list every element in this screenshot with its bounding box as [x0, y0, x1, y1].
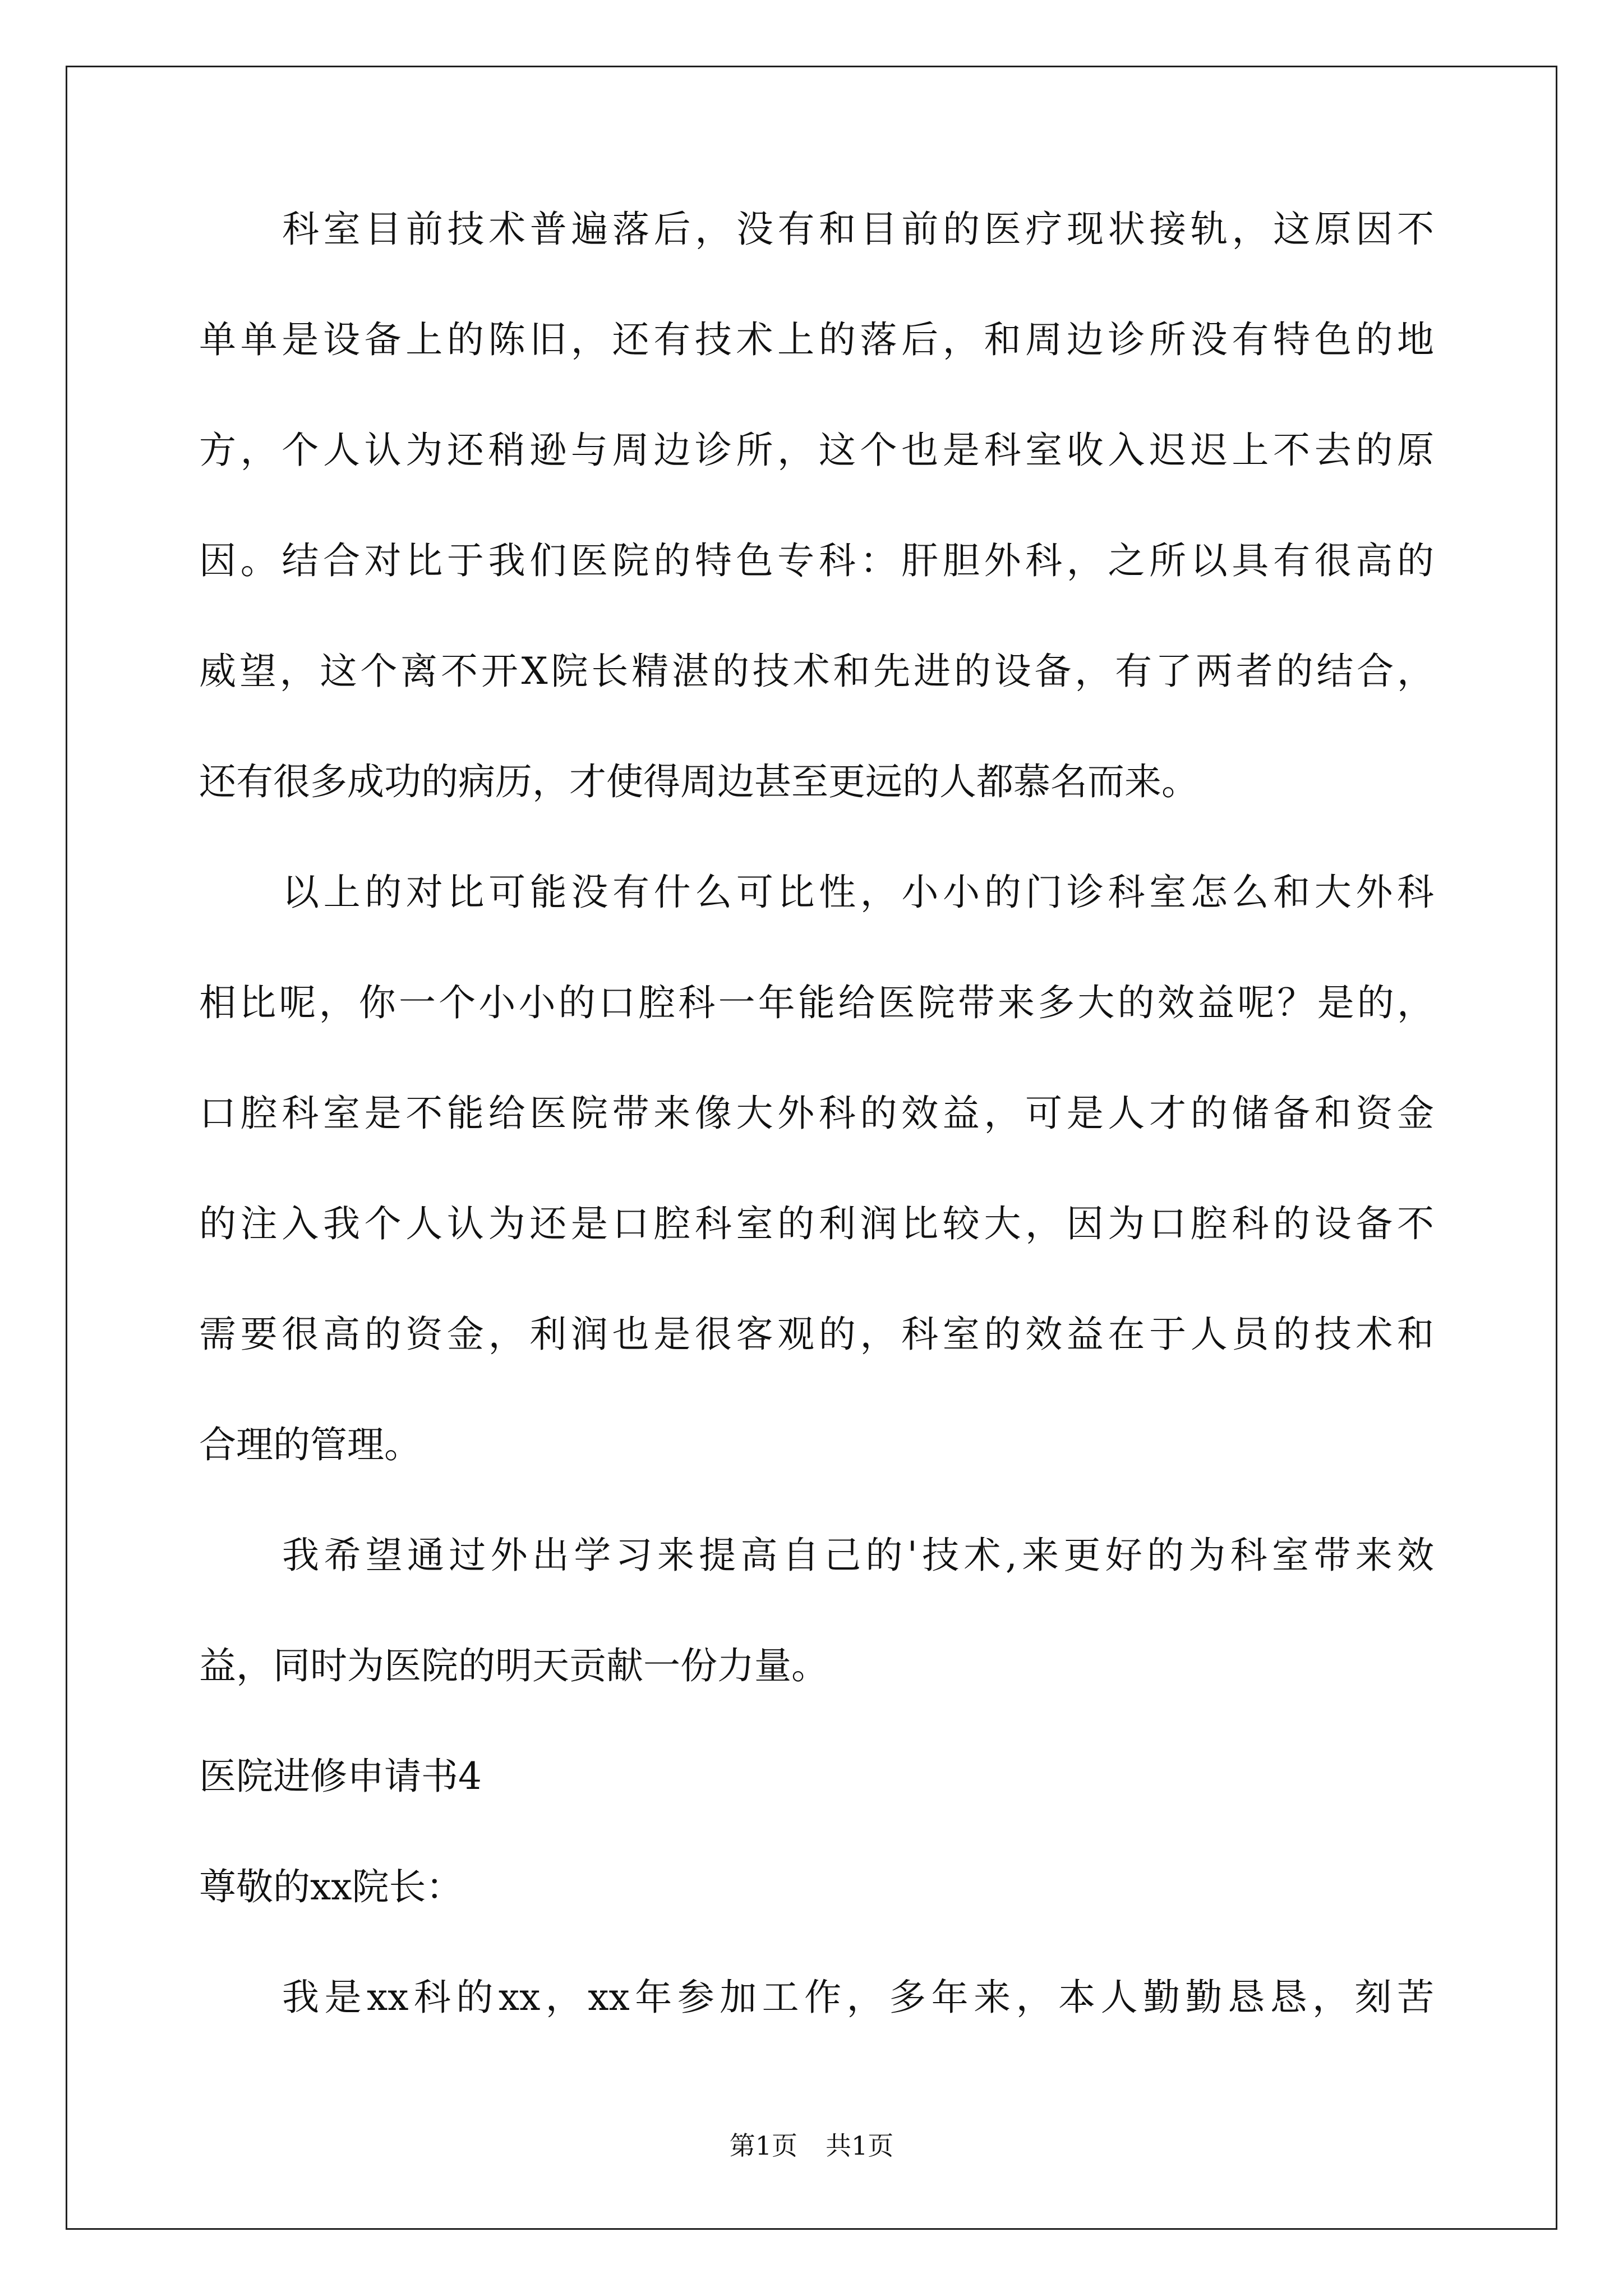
paragraph-line: 我是xx科的xx，xx年参加工作，多年来，本人勤勤恳恳，刻苦	[282, 1976, 1434, 2019]
paragraph-line: 合理的管理。	[199, 1423, 421, 1466]
paragraph-line: 以上的对比可能没有什么可比性，小小的门诊科室怎么和大外科	[282, 871, 1434, 914]
paragraph-line: 相比呢，你一个小小的口腔科一年能给医院带来多大的效益呢？是的，	[199, 981, 1434, 1024]
paragraph-line: 因。结合对比于我们医院的特色专科：肝胆外科，之所以具有很高的	[199, 539, 1434, 582]
page-total: 共1页	[826, 2131, 894, 2161]
paragraph-line: 的注入我个人认为还是口腔科室的利润比较大，因为口腔科的设备不	[199, 1202, 1434, 1245]
paragraph-line: 口腔科室是不能给医院带来像大外科的效益，可是人才的储备和资金	[199, 1092, 1434, 1135]
page-footer	[0, 2133, 1623, 2159]
paragraph-line: 方，个人认为还稍逊与周边诊所，这个也是科室收入迟迟上不去的原	[199, 429, 1434, 472]
paragraph-line: 我希望通过外出学习来提高自己的'技术,来更好的为科室带来效	[282, 1534, 1434, 1577]
paragraph-line: 益，同时为医院的明天贡献一份力量。	[199, 1644, 828, 1687]
paragraph-line: 单单是设备上的陈旧，还有技术上的落后，和周边诊所没有特色的地	[199, 318, 1434, 361]
document-body	[199, 208, 1434, 2090]
paragraph-line: 科室目前技术普遍落后，没有和目前的医疗现状接轨，这原因不	[282, 208, 1434, 251]
section-heading: 医院进修申请书4	[199, 1755, 482, 1798]
paragraph-line: 还有很多成功的病历，才使得周边甚至更远的人都慕名而来。	[199, 760, 1198, 803]
salutation: 尊敬的xx院长：	[199, 1865, 463, 1908]
paragraph-line: 威望，这个离不开X院长精湛的技术和先进的设备，有了两者的结合，	[199, 650, 1434, 693]
paragraph-line: 需要很高的资金，利润也是很客观的，科室的效益在于人员的技术和	[199, 1313, 1434, 1356]
page-number: 第1页	[729, 2131, 797, 2161]
